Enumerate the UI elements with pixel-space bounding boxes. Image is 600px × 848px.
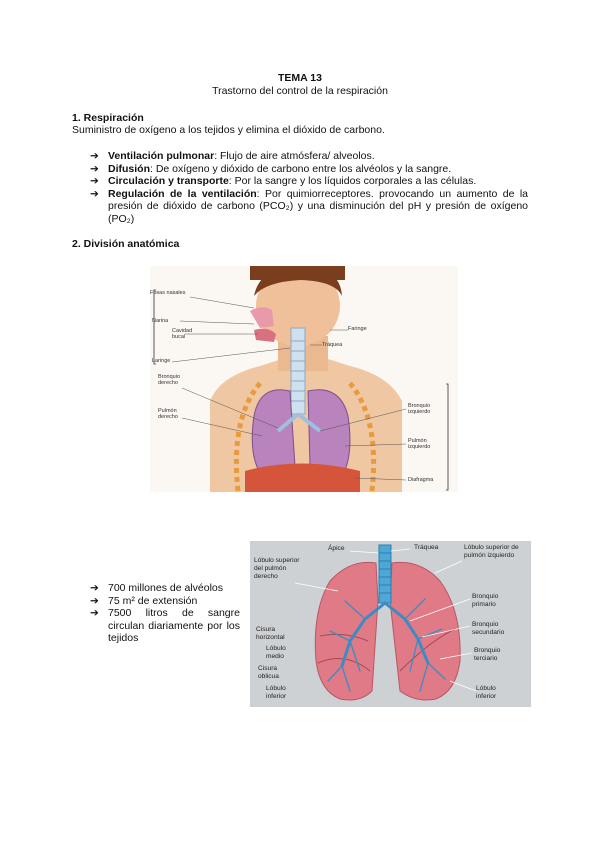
label-narina: Narina (152, 318, 169, 324)
list-item: ➔ 7500 litros de sangre circulan diariamente por los tejidos (90, 607, 240, 645)
list-item: ➔ Circulación y transporte: Por la sangre y los líquidos corporales a las células. (90, 175, 477, 188)
list-item: ➔ Difusión: De oxígeno y dióxido de carbono entre los alvéolos y la sangre. (90, 162, 452, 175)
page-subtitle: Trastorno del control de la respiración (212, 85, 388, 97)
label-bronquio-terciario: Bronquio terciario (474, 647, 501, 662)
label-cisura-oblicua: Cisura oblicua (258, 665, 279, 680)
label-cisura-horizontal: Cisura horizontal (256, 626, 285, 641)
label-lobulo-superior-izquierdo: Lóbulo superior de pulmón izquierdo (464, 544, 519, 559)
section1-intro: Suministro de oxígeno a los tejidos y elimina el dióxido de carbono. (72, 124, 385, 136)
arrow-icon: ➔ (90, 187, 99, 200)
label-pulmon-derecho: Pulmón derecho (158, 408, 178, 420)
list-item: ➔ 700 millones de alvéolos (90, 582, 223, 594)
arrow-icon: ➔ (90, 607, 99, 620)
label-bronquio-secundario: Bronquio secundario (472, 621, 505, 636)
page-title: TEMA 13 (278, 72, 322, 84)
label-lobulo-superior-derecho: Lóbulo superior del pulmón derecho (254, 557, 300, 580)
respiratory-system-figure (150, 266, 458, 492)
label-pulmon-izquierdo: Pulmón izquierdo (408, 438, 431, 450)
arrow-icon: ➔ (90, 594, 99, 607)
label-bronquio-primario: Bronquio primario (472, 593, 499, 608)
arrow-icon: ➔ (90, 150, 99, 162)
label-bronquio-derecho: Bronquio derecho (158, 374, 181, 386)
label-diafragma: Diafragma (408, 477, 434, 483)
list-item: ➔ 75 m² de extensión (90, 594, 198, 607)
label-lobulo-inferior-izquierdo: Lóbulo inferior (476, 685, 497, 700)
label-traquea: Tráquea (414, 544, 439, 551)
label-lobulo-medio: Lóbulo medio (266, 645, 286, 660)
label-cavidad-bucal: Cavidad bucal (172, 328, 193, 340)
label-bronquio-izquierdo: Bronquio izquierdo (408, 403, 431, 415)
label-laringe: Laringe (152, 358, 171, 364)
arrow-icon: ➔ (90, 582, 99, 594)
arrow-icon: ➔ (90, 162, 99, 175)
section1-heading: 1. Respiración (72, 112, 144, 124)
section1-list (90, 150, 528, 226)
label-traquea: Tráquea (322, 342, 343, 348)
list-item: ➔ Ventilación pulmonar: Flujo de aire atmósfera/ alveolos. (90, 150, 375, 162)
facts-list (90, 582, 240, 645)
label-lobulo-inferior-derecho: Lóbulo inferior (266, 685, 287, 700)
label-fosas-nasales: Fosas nasales (150, 290, 186, 296)
list-item: ➔ Regulación de la ventilación: Por quimiorreceptores. provocando un aumento de la presión de dióxido de carbono (PCO₂) y una disminución del pH y presión de oxígeno (PO₂) (90, 187, 528, 225)
lungs-figure (250, 541, 531, 707)
label-faringe: Faringe (348, 326, 367, 332)
section2-heading: 2. División anatómica (72, 238, 180, 250)
arrow-icon: ➔ (90, 175, 99, 188)
label-apice: Ápice (328, 545, 345, 552)
